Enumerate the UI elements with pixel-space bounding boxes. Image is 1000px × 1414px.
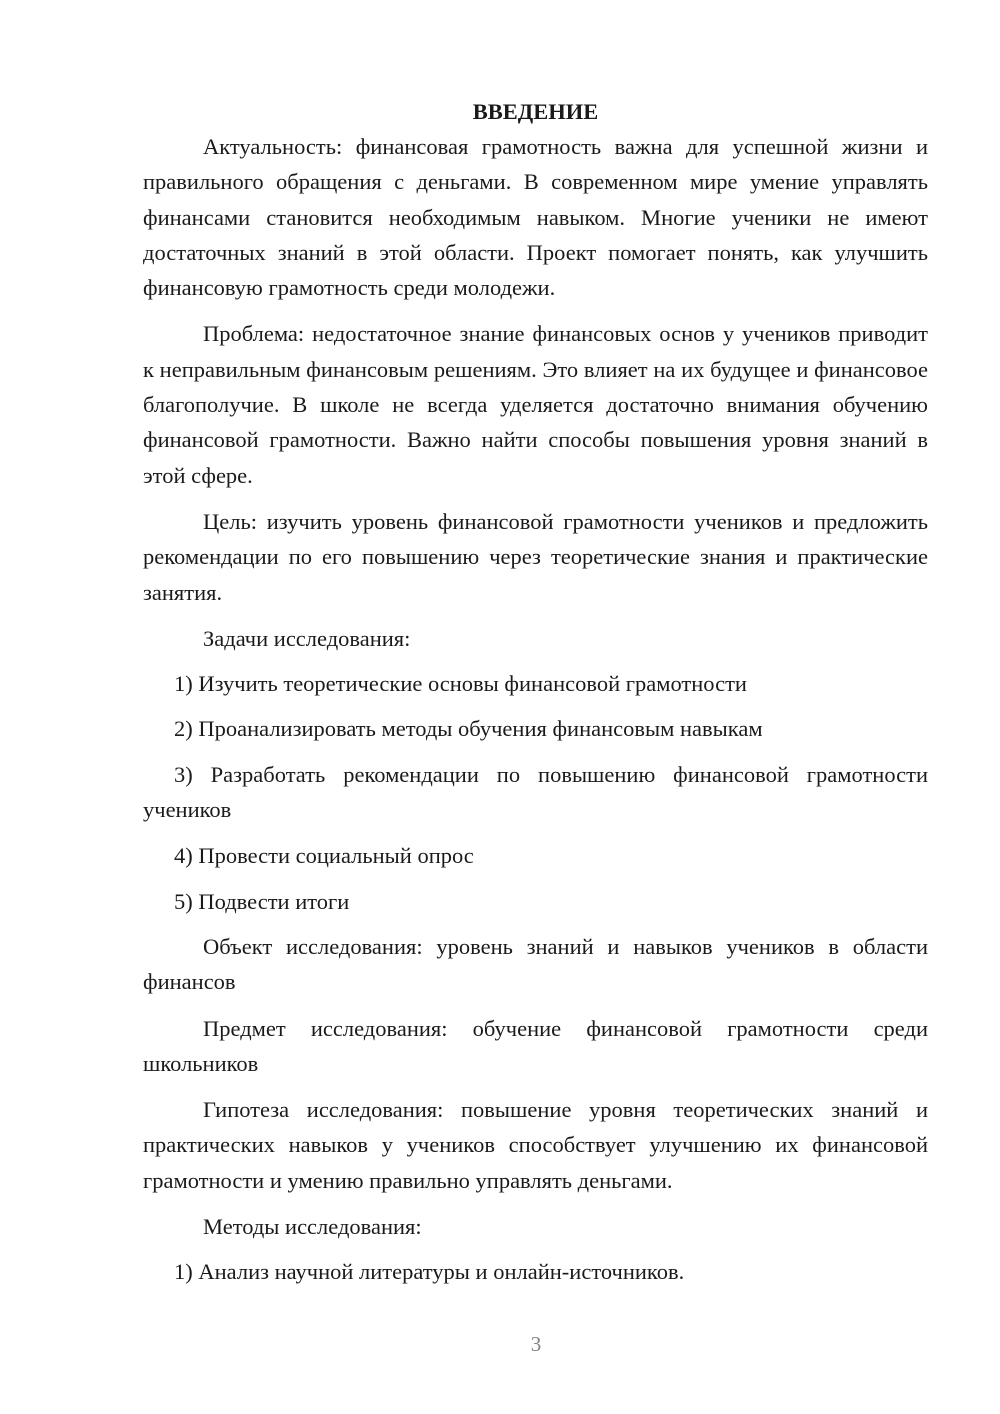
goal-paragraph: Цель: изучить уровень финансовой грамотности учеников и предложить рекомендации по его повышению через теоретические знания и практические занятия. (143, 508, 928, 605)
task-item: 3) Разработать рекомендации по повышению финансовой грамотности учеников (143, 761, 928, 823)
methods-heading: Методы исследования: (203, 1214, 422, 1240)
task-item: 4) Провести социальный опрос (174, 843, 474, 869)
method-item: 1) Анализ научной литературы и онлайн-источников. (174, 1259, 685, 1285)
problem-paragraph: Проблема: недостаточное знание финансовых основ у учеников приводит к неправильным финансовым решениям. Это влияет на их будущее и финансовое благополучие. В школе не всегда уделяется достаточно внимания обучению финансовой грамотности. Важно найти способы повышения уровня знаний в этой сфере. (143, 321, 928, 488)
page-number: 3 (530, 1332, 542, 1356)
task-item: 5) Подвести итоги (174, 888, 350, 914)
relevance-paragraph: Актуальность: финансовая грамотность важна для успешной жизни и правильного обращения с деньгами. В современном мире умение управлять финансами становится необходимым навыком. Многие ученики не имеют достаточных знаний в этой области. Проект помогает понять, как улучшить финансовую грамотность среди молодежи. (143, 134, 928, 301)
page-title: ВВЕДЕНИЕ (472, 99, 599, 124)
task-item: 2) Проанализировать методы обучения финансовым навыкам (174, 716, 763, 742)
hypothesis-paragraph: Гипотеза исследования: повышение уровня теоретических знаний и практических навыков у учеников способствует улучшению их финансовой грамотности и умению правильно управлять деньгами. (143, 1097, 928, 1193)
page-content (143, 94, 928, 1300)
subject-paragraph: Предмет исследования: обучение финансовой грамотности среди школьников (143, 1015, 928, 1076)
tasks-heading: Задачи исследования: (203, 625, 411, 651)
object-paragraph: Объект исследования: уровень знаний и навыков учеников в области финансов (143, 933, 928, 995)
task-item: 1) Изучить теоретические основы финансовой грамотности (174, 671, 747, 697)
